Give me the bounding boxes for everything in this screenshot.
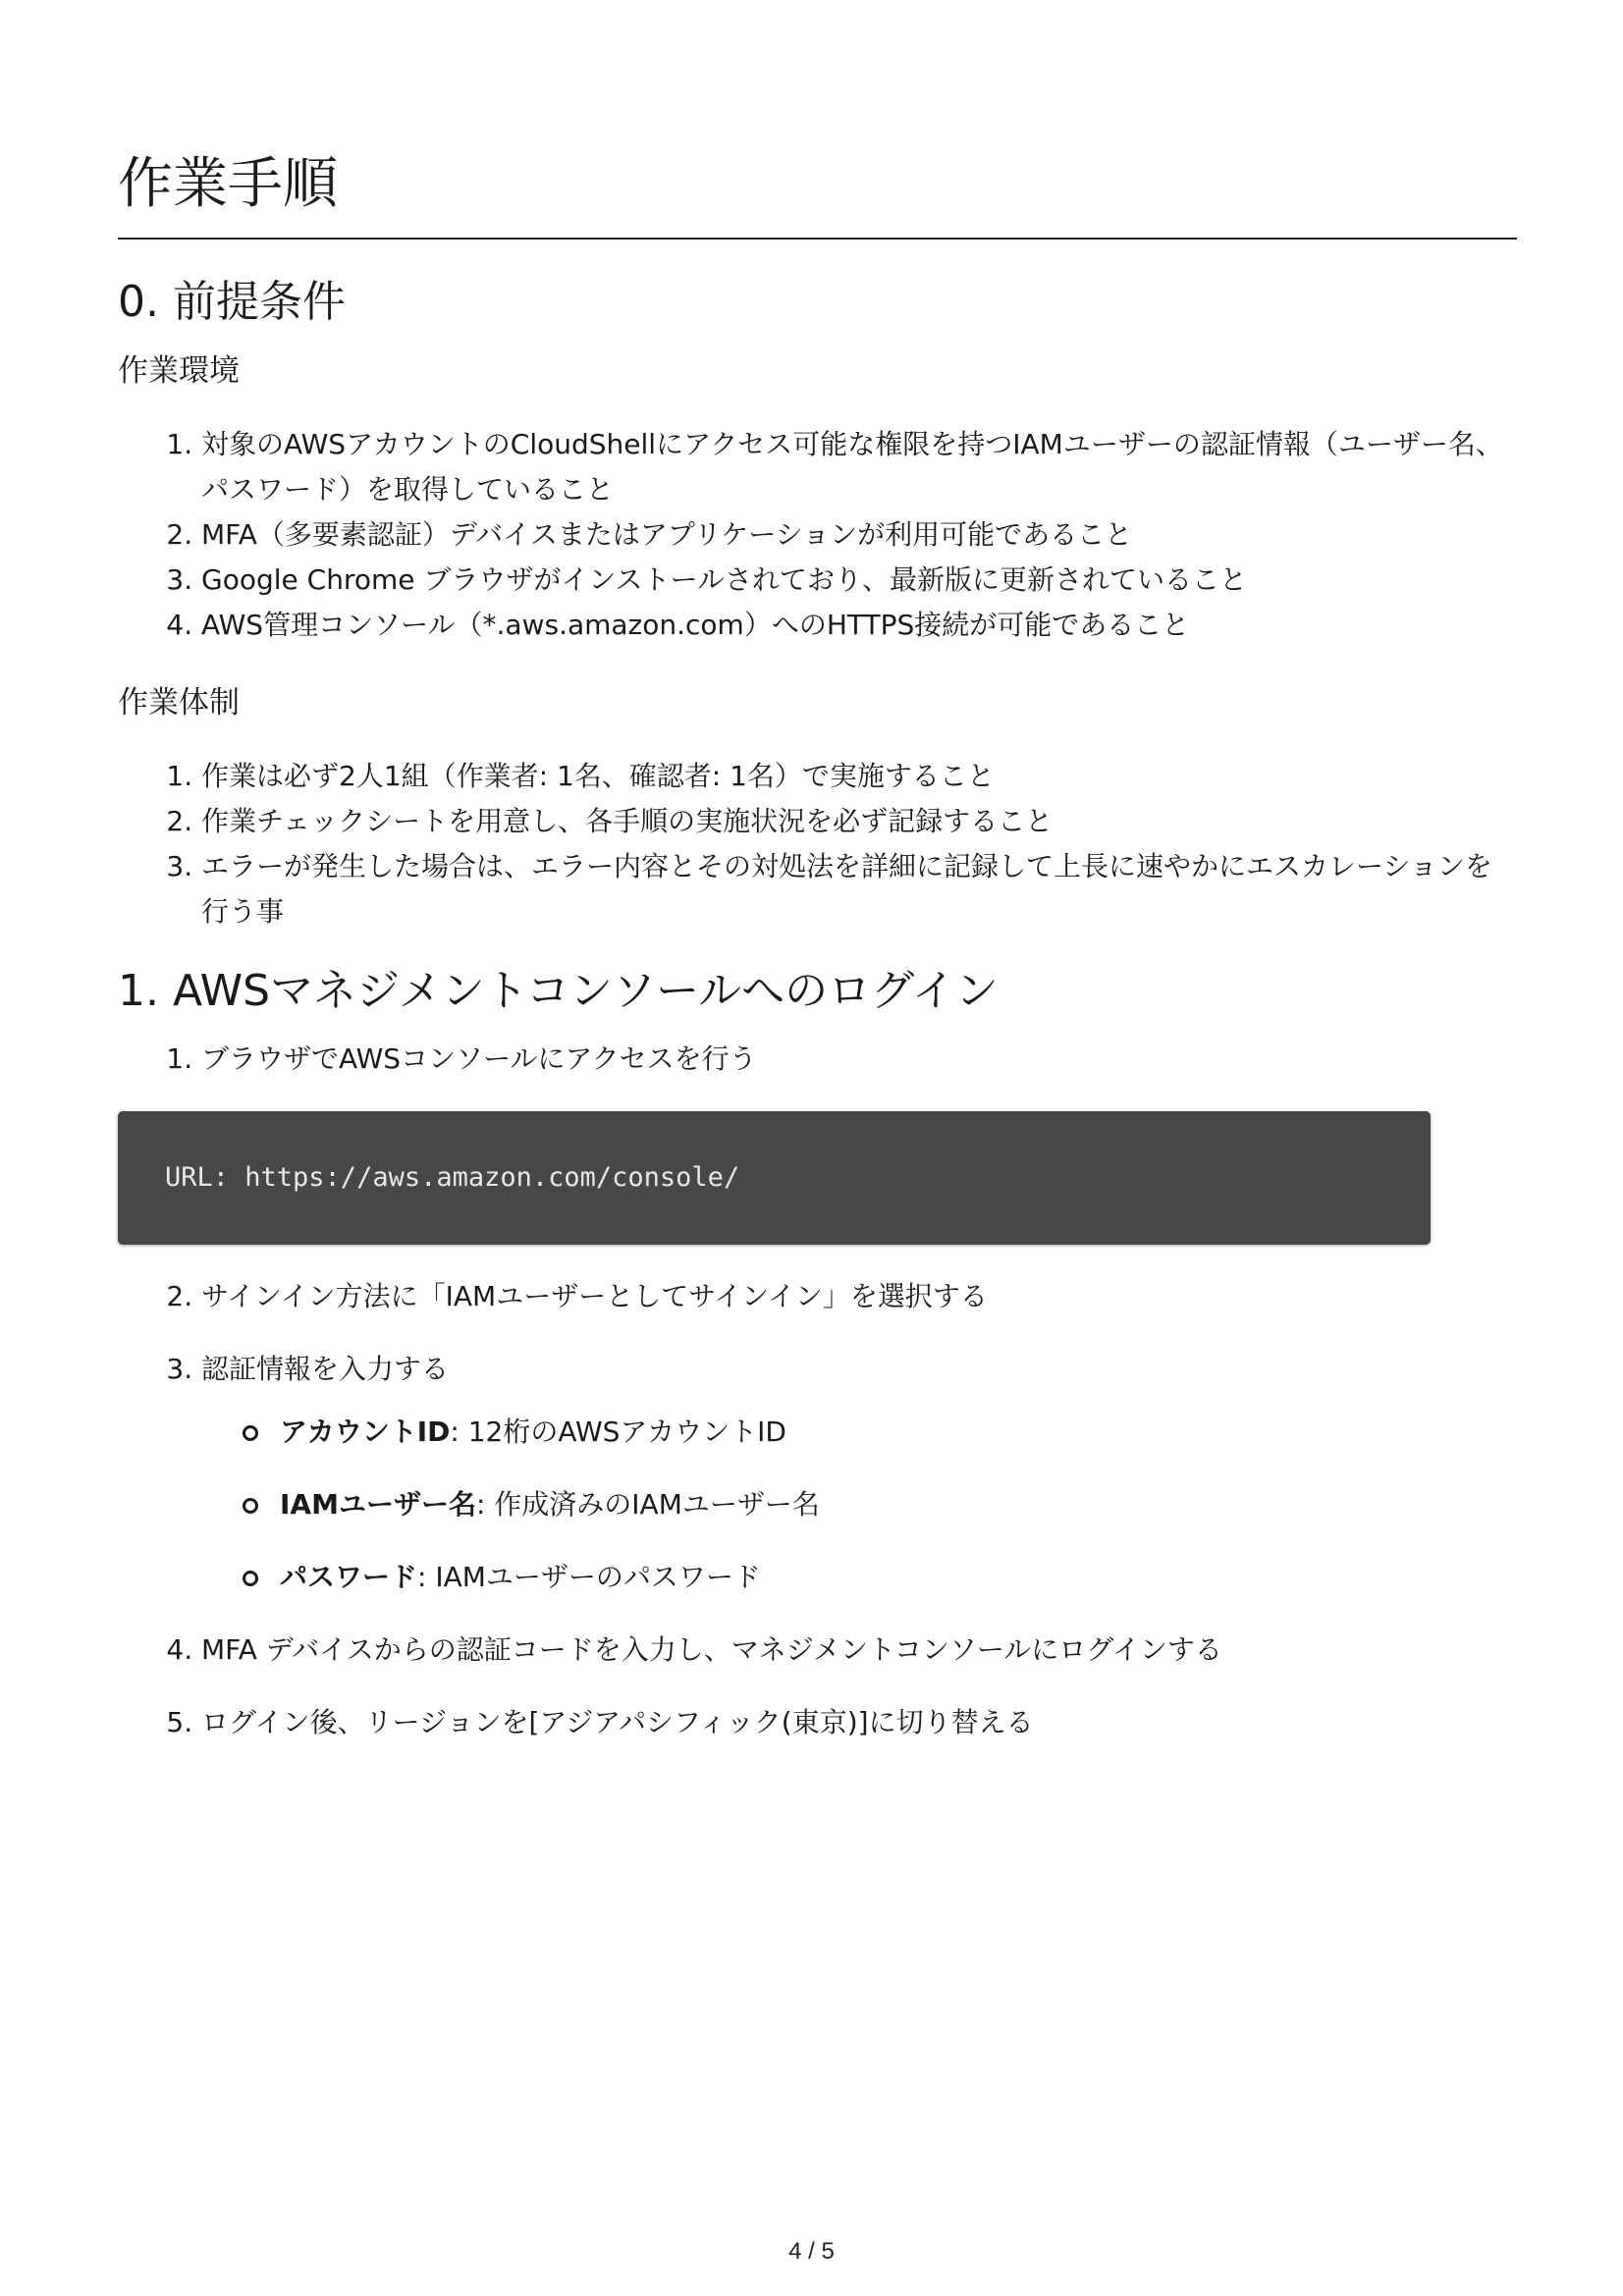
list-item: 3. Google Chrome ブラウザがインストールされており、最新版に更新されていること <box>201 558 1517 603</box>
list-item: 1. 作業は必ず2人1組（作業者: 1名、確認者: 1名）で実施すること <box>201 754 1517 799</box>
document-page <box>118 147 1517 1773</box>
team-list <box>118 754 1517 934</box>
credential-label: アカウントID <box>280 1415 451 1448</box>
list-item <box>165 1037 1517 1245</box>
list-item: 5. ログイン後、リージョンを[アジアパシフィック(東京)]に切り替える <box>201 1700 1517 1745</box>
list-item: 2. 作業チェックシートを用意し、各手順の実施状況を必ず記録すること <box>201 799 1517 844</box>
credential-item <box>280 1555 1517 1600</box>
section-heading-prerequisites: 0. 前提条件 <box>118 277 346 327</box>
subsection-heading-environment: 作業環境 <box>118 353 240 389</box>
list-item: 3. エラーが発生した場合は、エラー内容とその対処法を詳細に記録して上長に速やかにエスカレーションを行う事 <box>201 844 1517 934</box>
page-number: 4 / 5 <box>788 2238 835 2265</box>
list-item: 4. AWS管理コンソール（*.aws.amazon.com）へのHTTPS接続が可能であること <box>201 603 1517 648</box>
page-title: 作業手順 <box>118 147 1517 240</box>
credential-text: : 12桁のAWSアカウントID <box>450 1415 786 1448</box>
credential-item <box>280 1410 1517 1455</box>
subsection-heading-team: 作業体制 <box>118 685 240 721</box>
login-steps <box>118 1037 1517 1745</box>
code-block <box>118 1111 1431 1245</box>
list-item: 1. 対象のAWSアカウントのCloudShellにアクセス可能な権限を持つIAMユーザーの認証情報（ユーザー名、パスワード）を取得していること <box>201 422 1517 512</box>
credential-label: IAMユーザー名 <box>280 1488 476 1521</box>
list-item: 2. MFA（多要素認証）デバイスまたはアプリケーションが利用可能であること <box>201 512 1517 558</box>
credential-text: : IAMユーザーのパスワード <box>417 1561 761 1593</box>
credential-item <box>280 1482 1517 1527</box>
step-text: 認証情報を入力する <box>201 1353 450 1385</box>
list-item <box>201 1347 1517 1600</box>
list-item: 2. サインイン方法に「IAMユーザーとしてサインイン」を選択する <box>201 1274 1517 1319</box>
section-heading-login: 1. AWSマネジメントコンソールへのログイン <box>118 966 999 1016</box>
list-item: 4. MFA デバイスからの認証コードを入力し、マネジメントコンソールにログインする <box>201 1628 1517 1673</box>
environment-list <box>118 422 1517 648</box>
code-text: URL: https://aws.amazon.com/console/ <box>165 1162 740 1193</box>
credential-text: : 作成済みのIAMユーザー名 <box>475 1488 820 1521</box>
credentials-list <box>201 1410 1517 1600</box>
credential-label: パスワード <box>280 1561 418 1593</box>
step-text: ブラウザでAWSコンソールにアクセスを行う <box>201 1042 757 1075</box>
